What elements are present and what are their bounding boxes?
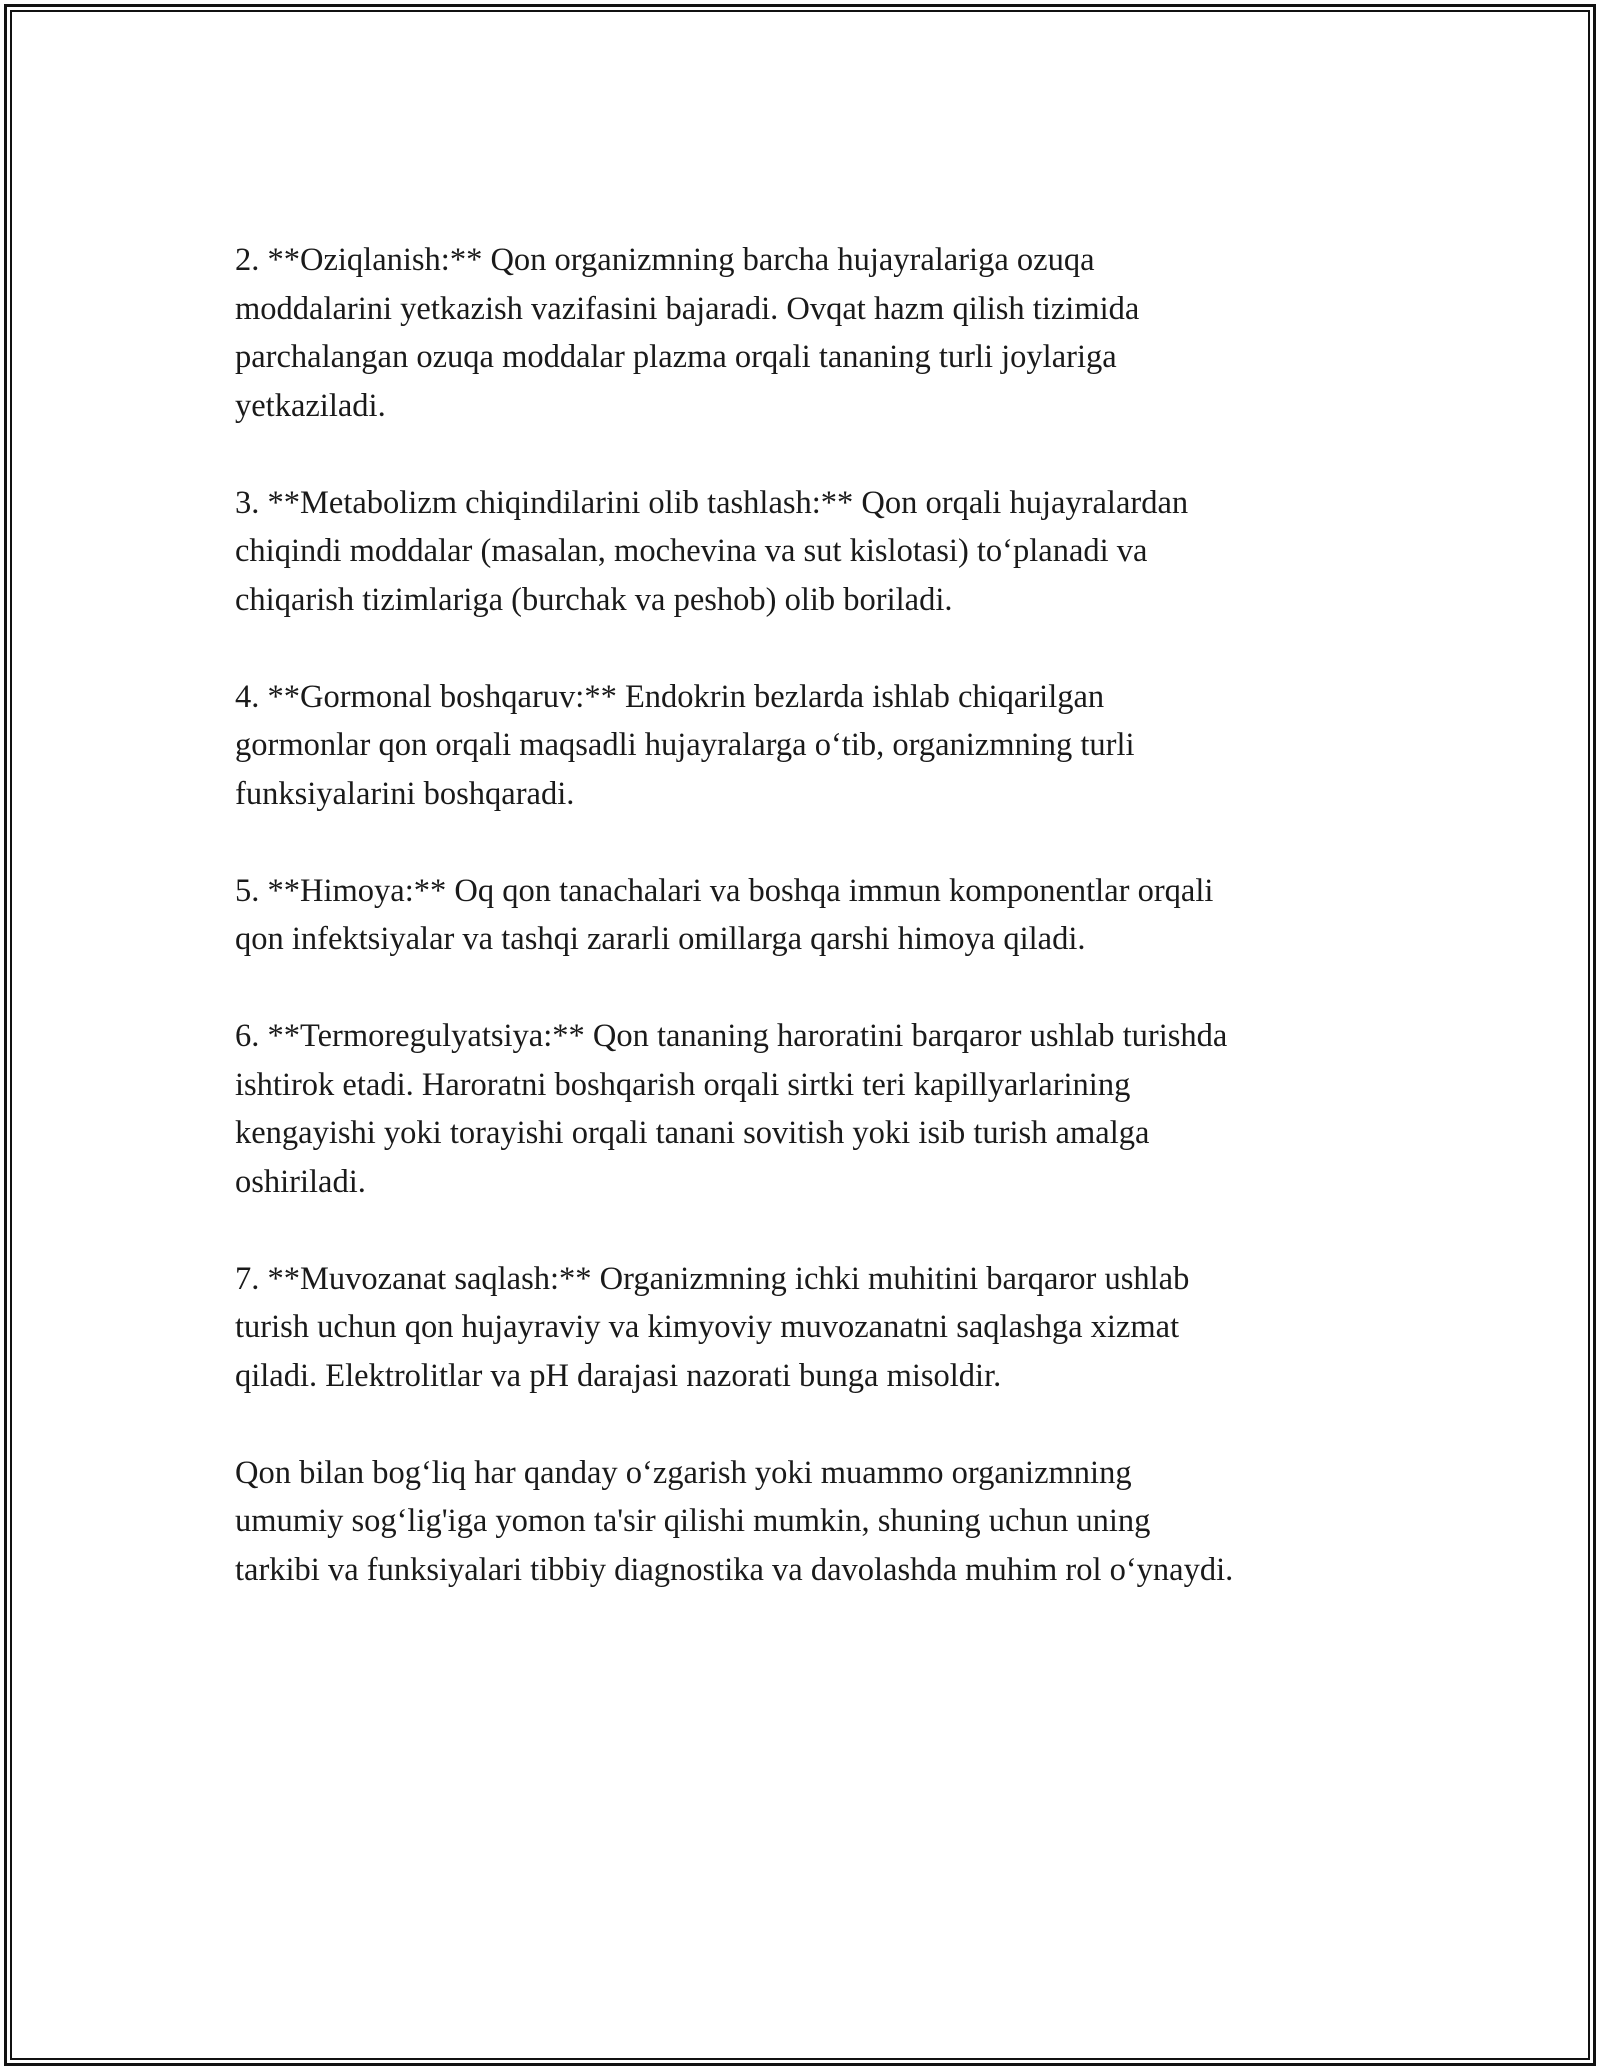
text-line: parchalangan ozuqa moddalar plazma orqali tananing turli joylariga	[235, 339, 1117, 375]
text-line: ishtirok etadi. Haroratni boshqarish orqali sirtki teri kapillyarlarining	[235, 1066, 1131, 1103]
text-line: moddalarini yetkazish vazifasini bajaradi. Ovqat hazm qilish tizimida	[235, 290, 1140, 327]
text-line: kengayishi yoki torayishi orqali tanani sovitish yoki isib turish amalga	[235, 1115, 1150, 1151]
paragraph-gormonal	[235, 673, 1365, 819]
text-line: chiqindi moddalar (masalan, mochevina va sut kislotasi) to‘planadi va	[235, 533, 1148, 569]
text-line: yetkaziladi.	[235, 387, 386, 424]
text-line: Qon bilan bog‘liq har qanday o‘zgarish yoki muammo organizmning	[235, 1454, 1132, 1491]
text-line: 3. **Metabolizm chiqindilarini olib tashlash:** Qon orqali hujayralardan	[235, 484, 1189, 521]
text-line: 4. **Gormonal boshqaruv:** Endokrin bezlarda ishlab chiqarilgan	[235, 678, 1105, 715]
paragraph-conclusion	[235, 1449, 1365, 1595]
paragraph-muvozanat	[235, 1255, 1365, 1401]
text-line: 2. **Oziqlanish:** Qon organizmning barcha hujayralariga ozuqa	[235, 242, 1095, 278]
paragraph-termoregulyatsiya	[235, 1012, 1365, 1206]
text-line: qon infektsiyalar va tashqi zararli omillarga qarshi himoya qiladi.	[235, 921, 1086, 957]
text-line: qiladi. Elektrolitlar va pH darajasi nazorati bunga misoldir.	[235, 1357, 1002, 1394]
text-line: turish uchun qon hujayraviy va kimyoviy muvozanatni saqlashga xizmat	[235, 1309, 1180, 1345]
text-line: chiqarish tizimlariga (burchak va peshob) olib boriladi.	[235, 581, 953, 618]
text-line: 5. **Himoya:** Oq qon tanachalari va boshqa immun komponentlar orqali	[235, 872, 1214, 909]
text-line: umumiy sog‘lig'iga yomon ta'sir qilishi mumkin, shuning uchun uning	[235, 1503, 1151, 1539]
text-line: oshiriladi.	[235, 1163, 366, 1200]
text-line: gormonlar qon orqali maqsadli hujayralarga o‘tib, organizmning turli	[235, 727, 1135, 763]
paragraph-himoya	[235, 867, 1365, 964]
text-line: funksiyalarini boshqaradi.	[235, 775, 575, 812]
text-line: 7. **Muvozanat saqlash:** Organizmning ichki muhitini barqaror ushlab	[235, 1260, 1190, 1297]
paragraph-metabolizm	[235, 479, 1365, 625]
text-line: tarkibi va funksiyalari tibbiy diagnostika va davolashda muhim rol o‘ynaydi.	[235, 1551, 1234, 1588]
text-line: 6. **Termoregulyatsiya:** Qon tananing haroratini barqaror ushlab turishda	[235, 1018, 1228, 1054]
paragraph-oziqlanish	[235, 236, 1365, 430]
document-body	[235, 236, 1365, 1643]
